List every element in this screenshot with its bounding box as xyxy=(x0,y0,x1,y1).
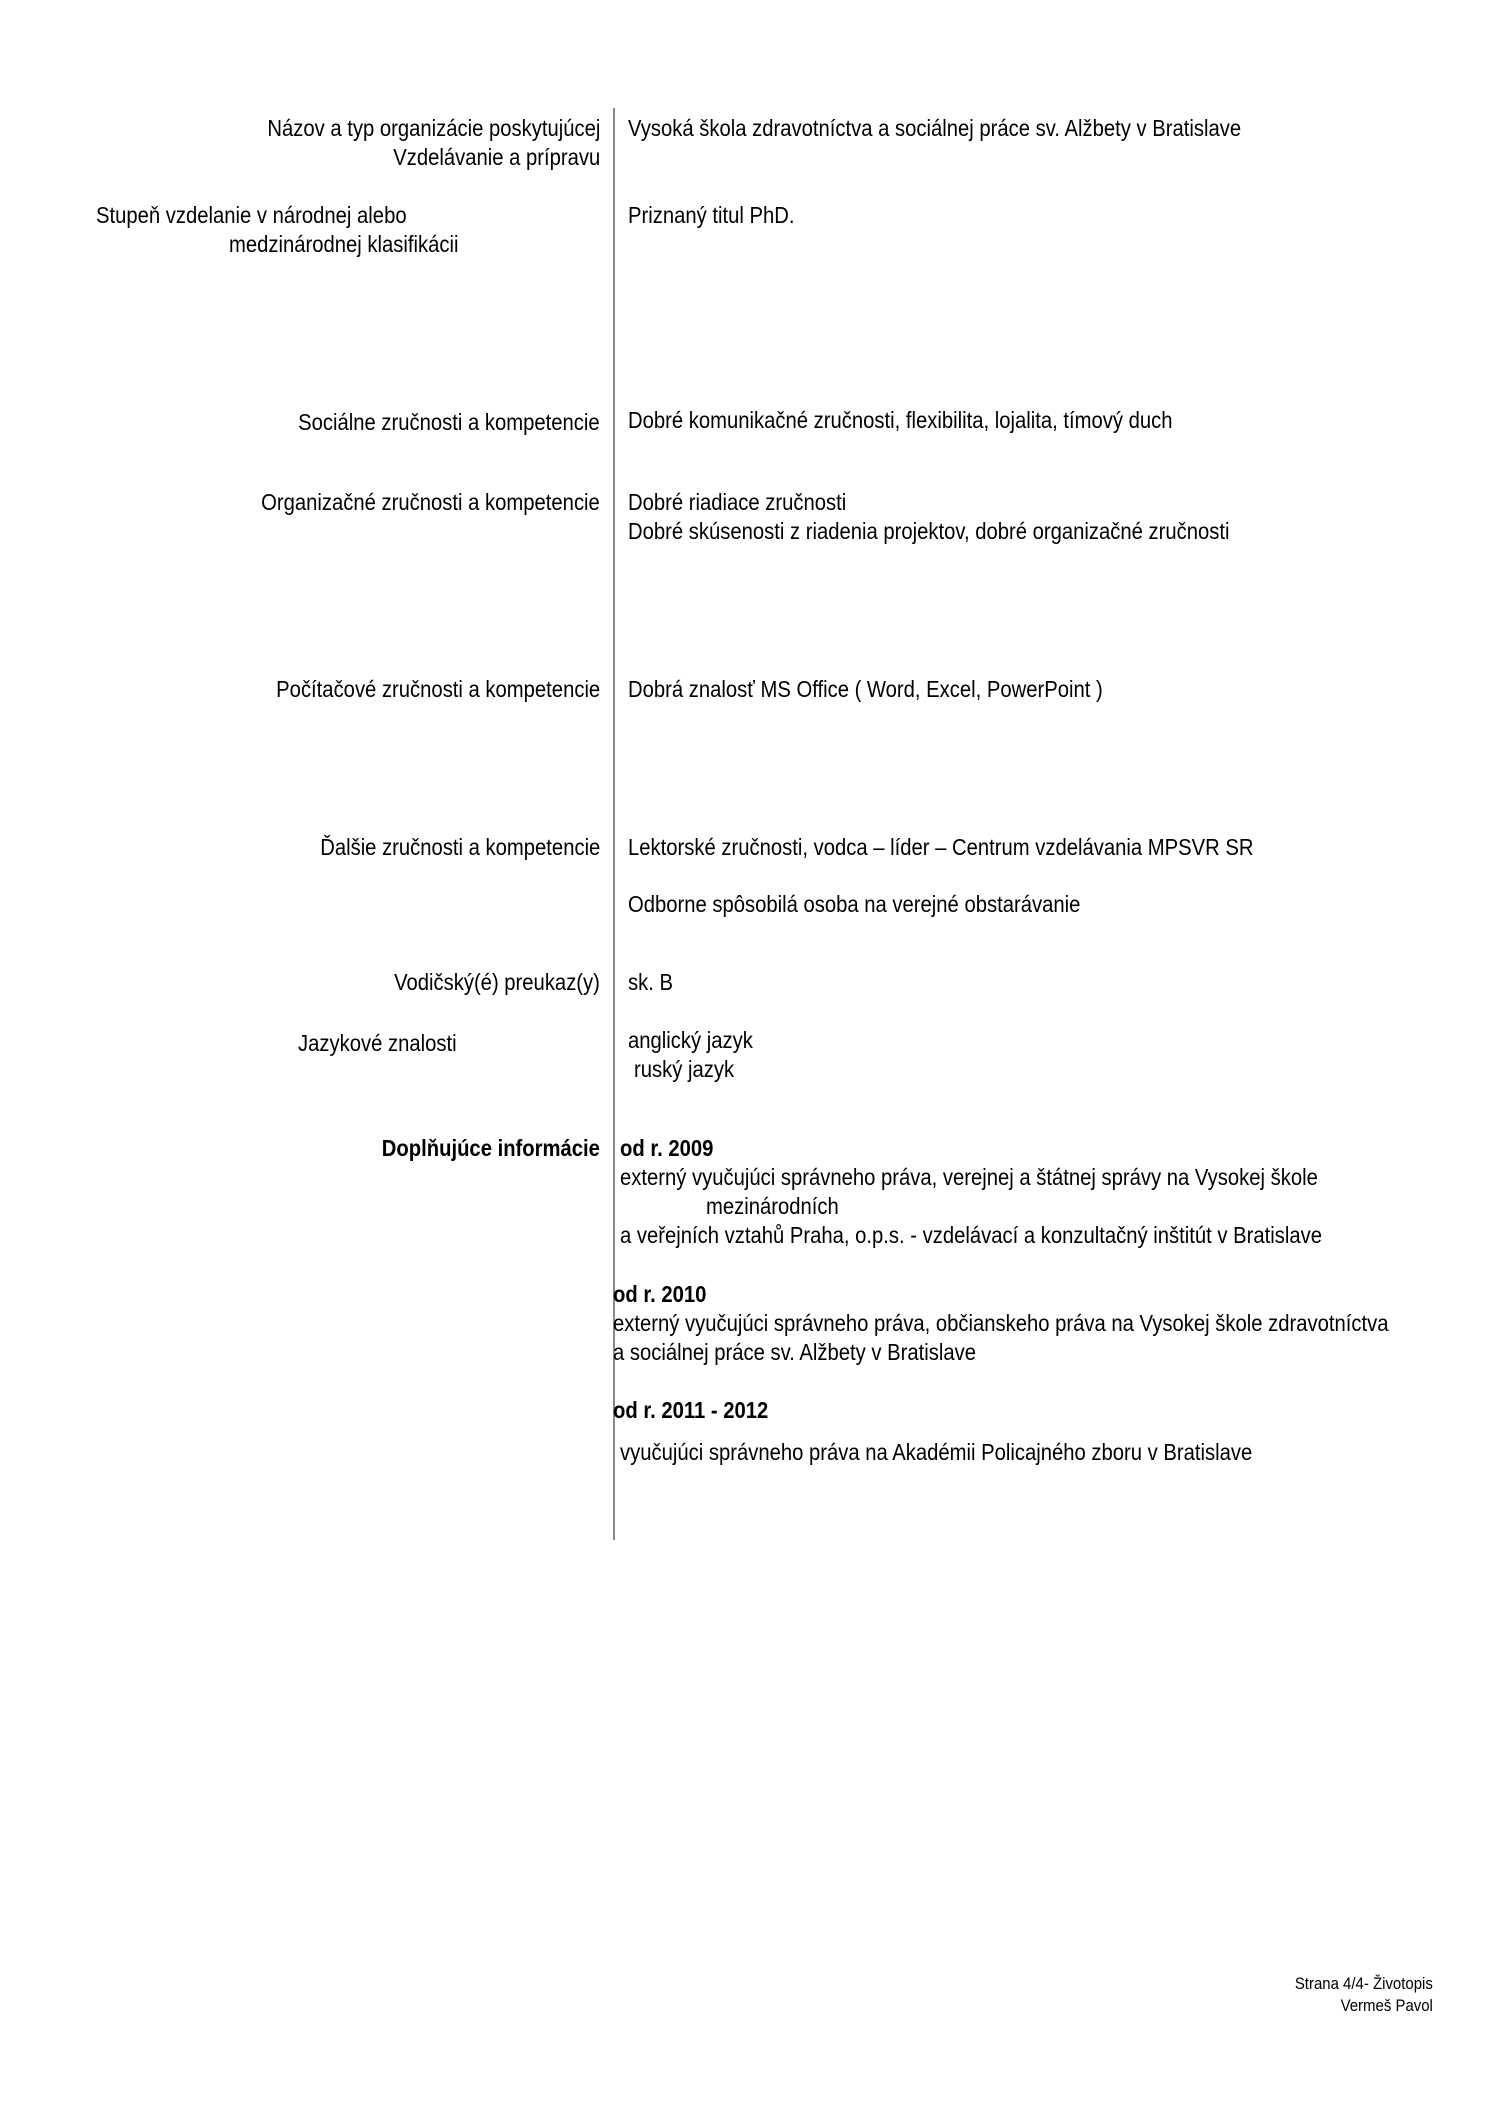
org-value: Vysoká škola zdravotníctva a sociálnej práce sv. Alžbety v Bratislave xyxy=(628,115,1242,141)
additional-entry-line: a veřejních vztahů Praha, o.p.s. - vzdelávací a konzultačný inštitút v Bratislave xyxy=(620,1222,1323,1248)
computer-skills-label: Počítačové zručnosti a kompetencie xyxy=(275,676,600,702)
additional-entry-heading: od r. 2009 xyxy=(620,1135,714,1161)
additional-entry-line: vyučujúci správneho práva na Akadémii Policajného zboru v Bratislave xyxy=(620,1439,1253,1465)
level-value: Priznaný titul PhD. xyxy=(628,202,795,228)
other-skills-value-line2: Odborne spôsobilá osoba na verejné obstarávanie xyxy=(628,891,1081,917)
additional-entry-heading: od r. 2011 - 2012 xyxy=(613,1397,769,1423)
footer-page-number: Strana 4/4- Životopis xyxy=(1294,1974,1433,1993)
level-label-line1: Stupeň vzdelanie v národnej alebo xyxy=(96,202,407,228)
other-skills-label: Ďalšie zručnosti a kompetencie xyxy=(319,834,600,860)
org-skills-label: Organizačné zručnosti a kompetencie xyxy=(261,489,600,515)
org-label-line2: Vzdelávanie a prípravu xyxy=(392,144,600,170)
social-skills-value: Dobré komunikačné zručnosti, flexibilita, lojalita, tímový duch xyxy=(628,407,1173,433)
additional-info-label: Doplňujúce informácie xyxy=(381,1135,600,1161)
additional-entry-line: a sociálnej práce sv. Alžbety v Bratislave xyxy=(613,1339,976,1365)
driving-license-value: sk. B xyxy=(628,969,673,995)
social-skills-label: Sociálne zručnosti a kompetencie xyxy=(298,409,600,435)
additional-entry-line: externý vyučujúci správneho práva, občianskeho práva na Vysokej škole zdravotníctva xyxy=(613,1310,1389,1336)
additional-entry-line: mezinárodních xyxy=(706,1193,839,1219)
other-skills-value-line1: Lektorské zručnosti, vodca – líder – Centrum vzdelávania MPSVR SR xyxy=(628,834,1254,860)
org-skills-value-line1: Dobré riadiace zručnosti xyxy=(628,489,847,515)
additional-entry-heading: od r. 2010 xyxy=(613,1281,707,1307)
org-label-line1: Názov a typ organizácie poskytujúcej xyxy=(266,115,600,141)
level-label-line2: medzinárodnej klasifikácii xyxy=(229,231,459,257)
languages-label: Jazykové znalosti xyxy=(298,1030,457,1056)
language-item: ruský jazyk xyxy=(634,1056,735,1082)
org-skills-value-line2: Dobré skúsenosti z riadenia projektov, dobré organizačné zručnosti xyxy=(628,518,1230,544)
driving-license-label: Vodičský(é) preukaz(y) xyxy=(394,969,600,995)
language-item: anglický jazyk xyxy=(628,1027,753,1053)
computer-skills-value: Dobrá znalosť MS Office ( Word, Excel, PowerPoint ) xyxy=(628,676,1103,702)
footer-author: Vermeš Pavol xyxy=(1340,1996,1433,2015)
additional-entry-line: externý vyučujúci správneho práva, verejnej a štátnej správy na Vysokej škole xyxy=(620,1164,1318,1190)
